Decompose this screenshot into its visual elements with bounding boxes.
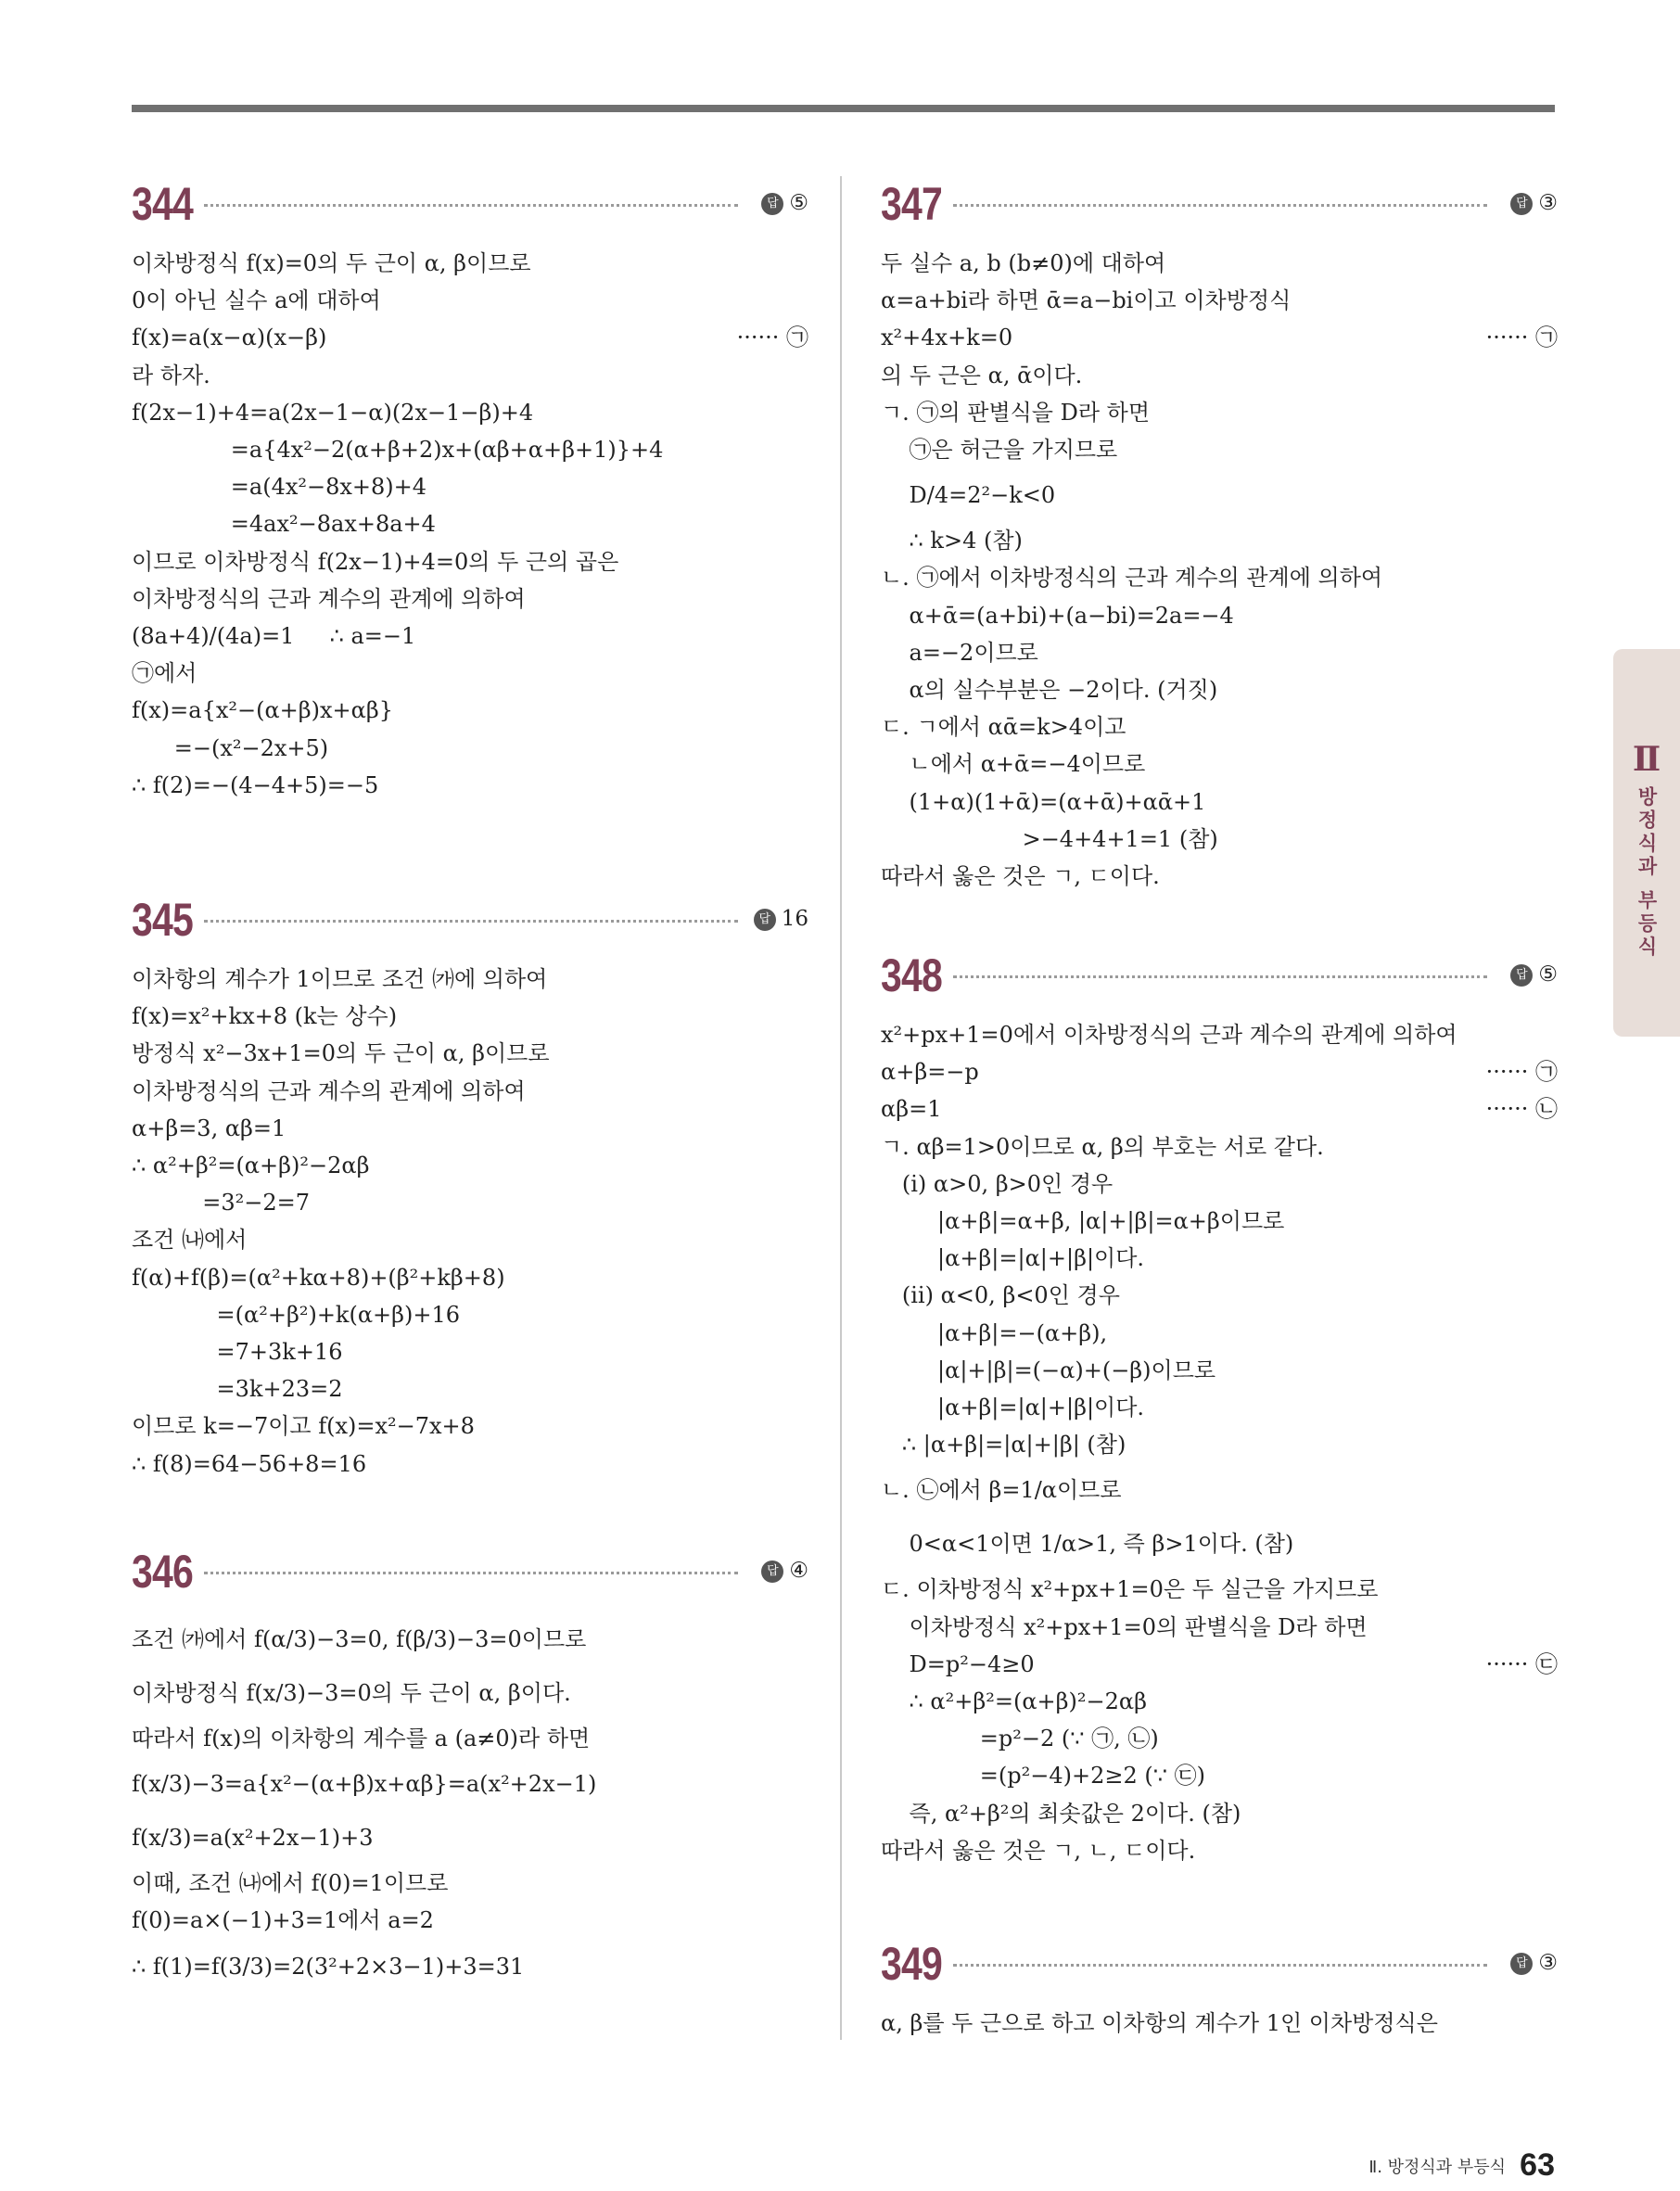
chapter-roman-numeral: Ⅱ <box>1632 740 1661 779</box>
solution-line <box>132 1720 808 1757</box>
solution-line-text: 이차방정식 x²+px+1=0의 판별식을 D라 하면 <box>881 1613 1368 1640</box>
answer-label <box>1510 187 1558 219</box>
solution-line-text: ∴ f(1)=f(3/3)=2(3²+2×3−1)+3=31 <box>132 1953 525 1980</box>
solution-line <box>132 618 808 655</box>
solution-line-text: α+β=−p <box>881 1059 979 1086</box>
solution-line-text: ㄷ. ㄱ에서 αᾱ=k>4이고 <box>881 714 1126 741</box>
solution-line <box>132 1865 808 1902</box>
solution-line-text: |α+β|=α+β, |α|+|β|=α+β이므로 <box>881 1208 1285 1235</box>
answer-value: ③ <box>1538 191 1558 215</box>
solution-line <box>881 394 1558 431</box>
solution-line-text: 따라서 옳은 것은 ㄱ, ㄴ, ㄷ이다. <box>881 1837 1196 1864</box>
solution-line-text: =a{4x²−2(α+β+2)x+(αβ+α+β+1)}+4 <box>132 437 664 464</box>
solution-line-text: ㄱ. ㉠의 판별식을 D라 하면 <box>881 399 1151 426</box>
solution-line-text: α, β를 두 근으로 하고 이차항의 계수가 1인 이차방정식은 <box>881 2010 1438 2036</box>
solution-line-text: =3k+23=2 <box>132 1376 343 1403</box>
equation-reference: ······ ㉡ <box>1485 1096 1558 1123</box>
solution-line <box>132 961 808 998</box>
top-rule <box>132 105 1555 112</box>
answer-mark-icon: 답 <box>1510 964 1533 987</box>
solution-line <box>132 1612 808 1666</box>
solution-line-text: 0이 아닌 실수 a에 대하여 <box>132 287 381 314</box>
answer-mark-icon: 답 <box>1510 1953 1533 1975</box>
problem-349 <box>881 1936 1558 2042</box>
solution-line <box>881 1128 1558 1166</box>
solution-line <box>881 858 1558 895</box>
solution-line <box>881 1463 1558 1517</box>
answer-mark-icon: 답 <box>1510 193 1533 215</box>
solution-line <box>881 319 1558 356</box>
solution-line <box>881 1203 1558 1240</box>
solution-line-text: 이므로 이차방정식 f(2x−1)+4=0의 두 근의 곱은 <box>132 548 619 575</box>
problem-header <box>132 892 808 948</box>
problem-344 <box>132 176 808 804</box>
problem-number: 347 <box>881 178 942 230</box>
solution-line <box>132 1666 808 1720</box>
answer-value: 16 <box>781 907 808 931</box>
solution-line-text: =(α²+β²)+k(α+β)+16 <box>132 1301 461 1328</box>
solution-line <box>881 1832 1558 1869</box>
solution-line <box>132 319 808 356</box>
solution-line-text: f(x/3)−3=a{x²−(α+β)x+αβ}=a(x²+2x−1) <box>132 1771 597 1798</box>
solution-line-text: f(x)=a{x²−(α+β)x+αβ} <box>132 697 394 724</box>
solution-line <box>132 692 808 729</box>
solution-line-text: =p²−2 (∵ ㉠, ㉡) <box>881 1726 1159 1752</box>
solution-line-text: ㄴ. ㉠에서 이차방정식의 근과 계수의 관계에 의하여 <box>881 565 1383 592</box>
problem-header <box>881 1936 1558 1992</box>
equation-reference: ······ ㉠ <box>736 325 808 351</box>
solution-line <box>881 1352 1558 1389</box>
solution-line-text: =4ax²−8ax+8a+4 <box>132 511 436 538</box>
solution-line-text: 라 하자. <box>132 362 210 389</box>
solution-lines <box>881 1016 1558 1869</box>
solution-line-text: 즉, α²+β²의 최솟값은 2이다. (참) <box>881 1800 1241 1827</box>
answer-value: ⑤ <box>1538 962 1558 987</box>
solution-line <box>881 1571 1558 1608</box>
solution-lines <box>881 245 1558 895</box>
solution-line-text: (8a+4)/(4a)=1 ∴ a=−1 <box>132 623 416 650</box>
solution-line-text: 조건 ㈎에서 f(α/3)−3=0, f(β/3)−3=0이므로 <box>132 1626 587 1652</box>
solution-line-text: (1+α)(1+ᾱ)=(α+ᾱ)+αᾱ+1 <box>881 788 1206 815</box>
solution-line <box>132 1221 808 1258</box>
solution-line <box>881 1277 1558 1314</box>
solution-line-text: 조건 ㈏에서 <box>132 1227 248 1254</box>
solution-line-text: 이차방정식 f(x/3)−3=0의 두 근이 α, β이다. <box>132 1680 571 1706</box>
solution-line <box>132 1296 808 1333</box>
solution-line <box>881 1166 1558 1203</box>
solution-line <box>881 671 1558 708</box>
solution-line <box>132 543 808 580</box>
solution-line <box>881 783 1558 821</box>
problem-header <box>881 948 1558 1003</box>
solution-line-text: 이므로 k=−7이고 f(x)=x²−7x+8 <box>132 1413 475 1440</box>
solution-line <box>881 634 1558 671</box>
solution-line <box>881 1016 1558 1053</box>
equation-reference: ······ ㉠ <box>1485 325 1558 351</box>
solution-line-text: f(0)=a×(−1)+3=1에서 a=2 <box>132 1907 434 1934</box>
solution-line-text: ∴ k>4 (참) <box>881 528 1023 554</box>
solution-line-text: |α+β|=|α|+|β|이다. <box>881 1395 1145 1421</box>
answer-label <box>1510 959 1558 990</box>
answer-value: ⑤ <box>789 191 808 215</box>
solution-line <box>881 1053 1558 1090</box>
solution-line-text: |α+β|=−(α+β), <box>881 1319 1108 1346</box>
solution-line-text: a=−2이므로 <box>881 639 1038 666</box>
solution-line-text: α=a+bi라 하면 ᾱ=a−bi이고 이차방정식 <box>881 287 1292 314</box>
problem-number: 344 <box>132 178 193 230</box>
solution-line-text: 0<α<1이면 1/α>1, 즉 β>1이다. (참) <box>881 1531 1294 1558</box>
solution-line-text: ∴ f(2)=−(4−4+5)=−5 <box>132 771 379 798</box>
solution-line-text: D=p²−4≥0 <box>881 1650 1035 1677</box>
problem-348 <box>881 948 1558 1869</box>
solution-line-text: ∴ α²+β²=(α+β)²−2αβ <box>881 1688 1147 1715</box>
solution-line-text: (ⅰ) α>0, β>0인 경우 <box>881 1170 1114 1197</box>
solution-line <box>881 468 1558 522</box>
problem-number: 349 <box>881 1938 942 1990</box>
solution-line <box>881 522 1558 559</box>
solution-line-text: D/4=2²−k<0 <box>881 482 1056 509</box>
dotted-leader <box>204 920 738 923</box>
solution-line-text: =7+3k+16 <box>132 1339 343 1366</box>
solution-line-text: 두 실수 a, b (b≠0)에 대하여 <box>881 250 1166 276</box>
chapter-title-vertical: 방정식과 부등식 <box>1635 786 1658 960</box>
solution-line-text: ∴ α²+β²=(α+β)²−2αβ <box>132 1153 370 1179</box>
solution-line-text: f(x/3)=a(x²+2x−1)+3 <box>132 1825 374 1852</box>
solution-lines <box>132 961 808 1483</box>
answer-label <box>1510 1947 1558 1979</box>
solution-line <box>132 1333 808 1370</box>
solution-line-text: x²+px+1=0에서 이차방정식의 근과 계수의 관계에 의하여 <box>881 1022 1457 1048</box>
solution-line <box>881 1517 1558 1571</box>
solution-line-text: 이차방정식의 근과 계수의 관계에 의하여 <box>132 585 526 612</box>
solution-line-text: =a(4x²−8x+8)+4 <box>132 474 427 501</box>
solution-line-text: ㉠에서 <box>132 660 197 687</box>
solution-line <box>132 1073 808 1110</box>
solution-line-text: f(x)=a(x−α)(x−β) <box>132 325 327 351</box>
answer-value: ④ <box>789 1559 808 1583</box>
solution-lines <box>132 245 808 804</box>
solution-line <box>881 245 1558 282</box>
solution-line <box>881 1646 1558 1683</box>
solution-line <box>881 1389 1558 1426</box>
solution-line <box>881 1757 1558 1794</box>
solution-line <box>132 1259 808 1296</box>
solution-line-text: ㄱ. αβ=1>0이므로 α, β의 부호는 서로 같다. <box>881 1133 1324 1160</box>
solution-line-text: α+ᾱ=(a+bi)+(a−bi)=2a=−4 <box>881 602 1234 629</box>
solution-line-text: f(2x−1)+4=a(2x−1−α)(2x−1−β)+4 <box>132 399 534 426</box>
solution-line <box>132 394 808 431</box>
problem-header <box>881 176 1558 232</box>
solution-line-text: f(α)+f(β)=(α²+kα+8)+(β²+kβ+8) <box>132 1264 505 1291</box>
solution-line <box>881 708 1558 745</box>
solution-line <box>881 745 1558 783</box>
page-footer <box>1368 2147 1555 2184</box>
solution-line <box>132 1902 808 1939</box>
problem-number: 345 <box>132 894 193 946</box>
solution-line <box>132 767 808 804</box>
problem-345 <box>132 892 808 1483</box>
answer-label <box>754 903 808 935</box>
problem-number: 348 <box>881 949 942 1001</box>
problem-header <box>132 176 808 232</box>
solution-line <box>881 1609 1558 1646</box>
solution-line-text: ∴ f(8)=64−56+8=16 <box>132 1450 367 1477</box>
dotted-leader <box>204 204 738 207</box>
solution-line <box>132 1370 808 1408</box>
solution-line-text: =3²−2=7 <box>132 1190 311 1217</box>
solution-line-text: α의 실수부분은 −2이다. (거짓) <box>881 677 1218 704</box>
solution-line <box>132 1408 808 1445</box>
solution-line-text: (ⅱ) α<0, β<0인 경우 <box>881 1282 1120 1309</box>
solution-line-text: 의 두 근은 α, ᾱ이다. <box>881 362 1083 389</box>
solution-line <box>132 655 808 692</box>
solution-line <box>132 1110 808 1147</box>
dotted-leader <box>204 1572 738 1574</box>
solution-line <box>132 282 808 319</box>
solution-line <box>132 1147 808 1184</box>
problem-number: 346 <box>132 1546 193 1598</box>
solution-line-text: >−4+4+1=1 (참) <box>881 825 1218 852</box>
solution-line <box>132 505 808 542</box>
solution-line-text: 방정식 x²−3x+1=0의 두 근이 α, β이므로 <box>132 1040 550 1067</box>
solution-line-text: αβ=1 <box>881 1096 942 1123</box>
dotted-leader <box>953 975 1487 978</box>
solution-line <box>881 1720 1558 1757</box>
solution-line-text: ㄴ에서 α+ᾱ=−4이므로 <box>881 751 1146 778</box>
solution-line <box>132 1184 808 1221</box>
solution-lines <box>132 1612 808 1994</box>
problem-346 <box>132 1544 808 1994</box>
solution-line <box>881 357 1558 394</box>
answer-value: ③ <box>1538 1951 1558 1975</box>
answer-mark-icon: 답 <box>761 1560 783 1583</box>
solution-line-text: ∴ |α+β|=|α|+|β| (참) <box>881 1432 1126 1459</box>
dotted-leader <box>953 204 1487 207</box>
solution-line <box>132 1811 808 1865</box>
solution-lines <box>881 2005 1558 2042</box>
solution-line-text: x²+4x+k=0 <box>881 325 1013 351</box>
solution-line <box>132 1757 808 1811</box>
problem-header <box>132 1544 808 1599</box>
solution-line-text: f(x)=x²+kx+8 (k는 상수) <box>132 1003 398 1030</box>
solution-line <box>881 2005 1558 2042</box>
solution-line-text: 따라서 옳은 것은 ㄱ, ㄷ이다. <box>881 863 1160 890</box>
chapter-side-tab <box>1613 649 1680 1037</box>
solution-line <box>881 1795 1558 1832</box>
solution-line-text: |α|+|β|=(−α)+(−β)이므로 <box>881 1357 1216 1383</box>
answer-label <box>761 1555 808 1586</box>
column-divider <box>840 176 842 2040</box>
solution-line-text: 이차방정식의 근과 계수의 관계에 의하여 <box>132 1077 526 1104</box>
solution-line <box>881 559 1558 596</box>
answer-label <box>761 187 808 219</box>
footer-section-title: Ⅱ. 방정식과 부등식 <box>1368 2157 1507 2177</box>
solution-line <box>881 1683 1558 1720</box>
solution-line <box>881 1090 1558 1127</box>
solution-line-text: ㉠은 허근을 가지므로 <box>881 437 1118 464</box>
solution-line <box>881 431 1558 468</box>
solution-line <box>881 1240 1558 1277</box>
solution-line <box>132 1035 808 1072</box>
solution-line-text: ㄷ. 이차방정식 x²+px+1=0은 두 실근을 가지므로 <box>881 1576 1379 1603</box>
solution-line <box>132 245 808 282</box>
page-number: 63 <box>1520 2147 1555 2183</box>
solution-line <box>132 998 808 1035</box>
solution-line-text: α+β=3, αβ=1 <box>132 1115 286 1141</box>
solution-line <box>881 1315 1558 1352</box>
solution-line <box>881 282 1558 319</box>
problem-347 <box>881 176 1558 895</box>
solution-line-text: =(p²−4)+2≥2 (∵ ㉢) <box>881 1763 1206 1790</box>
solution-line-text: 이차항의 계수가 1이므로 조건 ㈎에 의하여 <box>132 966 548 992</box>
solution-line <box>881 597 1558 634</box>
solution-line <box>132 730 808 767</box>
answer-mark-icon: 답 <box>754 909 776 931</box>
solution-line <box>132 1446 808 1483</box>
solution-line <box>881 821 1558 858</box>
solution-line-text: |α+β|=|α|+|β|이다. <box>881 1245 1145 1272</box>
solution-line <box>132 431 808 468</box>
solution-line <box>132 468 808 505</box>
solution-line-text: 따라서 f(x)의 이차항의 계수를 a (a≠0)라 하면 <box>132 1726 591 1752</box>
solution-line <box>132 357 808 394</box>
answer-mark-icon: 답 <box>761 193 783 215</box>
solution-line-text: 이때, 조건 ㈏에서 f(0)=1이므로 <box>132 1870 449 1897</box>
equation-reference: ······ ㉠ <box>1485 1059 1558 1086</box>
solution-line <box>881 1426 1558 1463</box>
equation-reference: ······ ㉢ <box>1485 1650 1558 1677</box>
solution-line <box>132 580 808 618</box>
dotted-leader <box>953 1964 1487 1967</box>
solution-line <box>132 1940 808 1994</box>
solution-line-text: 이차방정식 f(x)=0의 두 근이 α, β이므로 <box>132 250 531 276</box>
solution-line-text: ㄴ. ㉡에서 β=1/α이므로 <box>881 1477 1122 1504</box>
solution-line-text: =−(x²−2x+5) <box>132 734 329 761</box>
